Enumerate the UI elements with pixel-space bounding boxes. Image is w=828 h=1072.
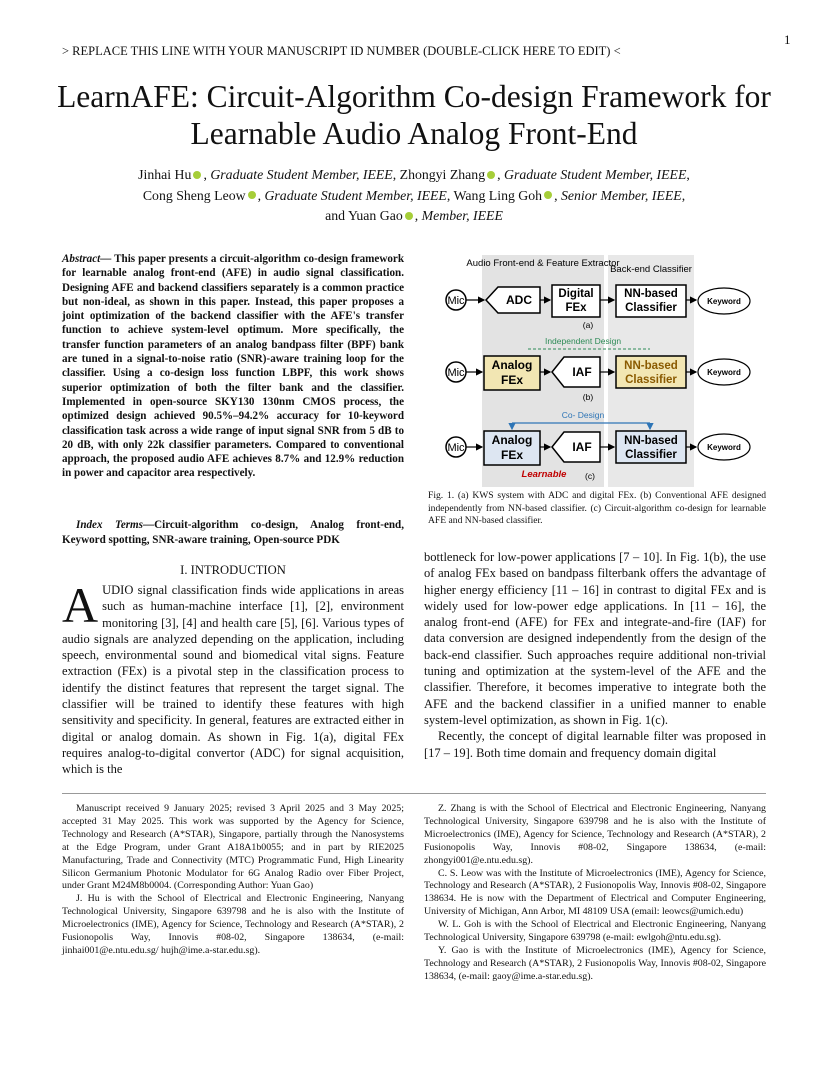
nn-classifier-label: NN-based xyxy=(624,435,678,447)
mic-label: Mic xyxy=(447,367,465,379)
footnote: C. S. Leow was with the Institute of Microelectronics (IME), Agency for Science, Technology and Research (A*STAR), 2 Fusionopolis Way, Innovis #08-02, Singapore 138634. He is now with the Department of Electrical and Computer Engineering, University of Michigan, Ann Arbor, MI 48109 USA (email: leowcs@umich.edu) xyxy=(424,867,766,918)
figure-1-diagram xyxy=(440,255,770,487)
body-paragraph: Recently, the concept of digital learnable filter was proposed in [17 – 19]. Both time domain and frequency domain digital xyxy=(424,729,766,760)
nn-classifier-label: Classifier xyxy=(625,374,677,386)
index-terms-label: Index Terms xyxy=(76,519,144,531)
intro-paragraph xyxy=(62,577,404,778)
index-terms xyxy=(62,518,404,547)
author-name: Yuan Gao xyxy=(347,208,403,223)
author-name: Wang Ling Goh xyxy=(453,187,543,203)
author-list: Jinhai Hu , Graduate Student Member, IEEE, Zhongyi Zhang , Graduate Student Member, IEEE, Cong Sheng Leow , Graduate Student Member, IEEE, Wang Ling Goh , Senior Member, IEEE, and Yuan Gao , Member, IEEE xyxy=(138,167,690,223)
footnotes-left xyxy=(62,803,404,958)
nn-classifier-label: Classifier xyxy=(625,449,677,461)
independent-design-label: Independent Design xyxy=(544,336,622,346)
right-column-body xyxy=(424,549,766,761)
orcid-icon[interactable] xyxy=(248,191,256,199)
co-design-label: Co- Design xyxy=(561,410,605,420)
section-heading: I. INTRODUCTION xyxy=(180,563,286,577)
page-number: 1 xyxy=(784,32,791,47)
author-role: Member, IEEE xyxy=(421,208,503,223)
abstract-label: Abstract— xyxy=(62,253,112,265)
intro-text: UDIO signal classification finds wide applications in areas such as human-machine interface [1], [2], environment monitoring [3], [4] and health care [5], [6]. Various types of audio signals are analyzed depending on the application, including speech, environmental sound and biomedical vital signs. Feature extraction (FEx) is a pivotal step in the classification process to identify the distinct features that represent the target signal. The classifier will be trained to identify these features with high sensitivity and specificity. In general, features are extracted either in digital or analog domain. As shown in Fig. 1(a), digital FEx requires analog-to-digital convertor (ADC) for signal acquisition, which is the xyxy=(62,583,404,777)
author-name: Jinhai Hu xyxy=(138,167,192,182)
footnote: Manuscript received 9 January 2025; revised 3 April 2025 and 3 May 2025; accepted 31 May 2025. This work was supported by the Agency for Science, Technology and Research (A*STAR), Singapore, partially through the Nanosystems at the Edge Program, under Grant A18A1b0055; and in part by RIE2025 Manufacturing, Trade and Connectivity (MTC) Programmatic Fund, High Linearity Silicon Germanium Photonic Modulator for 6G Analog Radio over Fiber Project, under Grant M24M8b0004. (Corresponding Author: Yuan Gao) xyxy=(62,803,404,892)
drop-cap: A xyxy=(62,577,99,633)
adc-label: ADC xyxy=(506,293,532,307)
digital-fex-label: Digital xyxy=(558,288,594,300)
manuscript-header-line: > REPLACE THIS LINE WITH YOUR MANUSCRIPT ID NUMBER (DOUBLE-CLICK HERE TO EDIT) < xyxy=(62,44,621,58)
keyword-label: Keyword xyxy=(707,297,741,306)
learnable-label: Learnable xyxy=(521,469,567,480)
index-terms-text: —Circuit-algorithm co-design, Analog front-end, Keyword spotting, SNR-aware training, Open-source PDK xyxy=(62,519,404,546)
afe-region-label: Audio Front-end & Feature Extractor xyxy=(466,258,620,269)
orcid-icon[interactable] xyxy=(544,191,552,199)
footnotes-right xyxy=(424,803,766,984)
footnote: Y. Gao is with the Institute of Microelectronics (IME), Agency for Science, Technology and Research (A*STAR), 2 Fusionopolis Way, Innovis #08-02, Singapore 138634, (e-mail: gaoy@ime.a-star.edu.sg). xyxy=(424,944,766,982)
subfigure-b-label: (b) xyxy=(582,392,594,402)
keyword-label: Keyword xyxy=(707,368,741,377)
footnote: J. Hu is with the School of Electrical and Electronic Engineering, Nanyang Technological University, Singapore 639798 and he is also with the Institute of Microelectronics (IME), Agency for Science, Technology and Research (A*STAR), 2 Fusionopolis Way, Innovis #08-02, Singapore 138634, (e-mail: jinhai001@e.ntu.edu.sg/ hujh@ime.a-star.edu.sg). xyxy=(62,893,404,956)
footnote-divider xyxy=(62,793,766,794)
analog-fex-label: FEx xyxy=(500,373,524,387)
orcid-icon[interactable] xyxy=(193,171,201,179)
nn-classifier-label: NN-based xyxy=(624,360,678,372)
author-role: Senior Member, IEEE xyxy=(560,187,682,203)
orcid-icon[interactable] xyxy=(405,212,413,220)
analog-fex-label: FEx xyxy=(500,448,524,462)
digital-fex-label: FEx xyxy=(565,302,587,314)
subfigure-c-label: (c) xyxy=(585,471,595,481)
nn-classifier-label: NN-based xyxy=(624,288,678,300)
nn-classifier-label: Classifier xyxy=(625,302,677,314)
abstract xyxy=(62,252,404,481)
iaf-label: IAF xyxy=(572,365,592,379)
iaf-label: IAF xyxy=(572,440,592,454)
footnote: W. L. Goh is with the School of Electrical and Electronic Engineering, Nanyang Technological University, Singapore 639798 (e-mail: ewlgoh@ntu.edu.sg). xyxy=(424,919,766,944)
author-name: Cong Sheng Leow xyxy=(142,187,246,203)
paper-title: LearnAFE: Circuit-Algorithm Co-design Framework for Learnable Audio Analog Front-End xyxy=(57,79,771,151)
footnote: Z. Zhang is with the School of Electrical and Electronic Engineering, Nanyang Technological University, Singapore 639798 and he is also with the Institute of Microelectronics (IME), Agency for Science, Technology and Research (A*STAR), 2 Fusionopolis Way, Innovis #08-02, Singapore 138634, (e-mail: zhongyi001@e.ntu.edu.sg). xyxy=(424,803,766,866)
body-paragraph: bottleneck for low-power applications [7 – 10]. In Fig. 1(b), the use of analog FEx based on bandpass filterbank offers the advantage of higher energy efficiency [11 – 16] in contrast to digital FEx and is widely used for low-power edge applications. In [11 – 16], the analog front-end (AFE) for FEx and integrate-and-fire (IAF) for data conversion are designed independently from the design of the back-end classifier. Such approaches require additional non-trivial tuning and optimization at the system-level of the AFE and the classifier. Therefore, it becomes imperative to integrate both the AFE and the backend classifier in a unified manner to enable system-level optimization, as shown in Fig. 1(c). xyxy=(424,550,766,727)
author-role: Graduate Student Member, IEEE xyxy=(264,187,447,203)
author-name: Zhongyi Zhang xyxy=(399,167,486,182)
analog-fex-label: Analog xyxy=(491,358,533,372)
orcid-icon[interactable] xyxy=(487,171,495,179)
mic-label: Mic xyxy=(447,442,465,454)
author-role: Graduate Student Member, IEEE xyxy=(504,167,687,182)
figure-caption: Fig. 1. (a) KWS system with ADC and digital FEx. (b) Conventional AFE designed independently from NN-based classifier. (c) Circuit-algorithm co-design for learnable AFE and NN-based classifier. xyxy=(428,490,766,526)
abstract-text: This paper presents a circuit-algorithm co-design framework for learnable analog front-end (AFE) in audio signal classification. Designing AFE and backend classifiers separately is a common practice but non-ideal, as shown in this paper. Instead, this paper proposes a joint optimization of the backend classifier with the AFE's transfer function to achieve system-level optimum. More specifically, the transfer function parameters of an analog bandpass filter (BPF) bank are tuned in a signal-to-noise ratio (SNR)-aware training loop for the classifier. Using a co-design loss function LBPF, this work shows superior optimization of both the filter bank and the classifier. Implemented in open-source SKY130 130nm CMOS process, the optimized design achieved 90.5%–94.2% accuracy for 10-keyword classification task across a wide range of input signal SNR from 5 dB to 20 dB, with only 22k classifier parameters. Compared to conventional approach, the proposed audio AFE achieves 8.7% and 12.9% reduction in power and capacitor area respectively. xyxy=(62,253,404,480)
author-role: Graduate Student Member, IEEE xyxy=(210,167,393,182)
subfigure-a-label: (a) xyxy=(582,320,594,330)
backend-region-label: Back-end Classifier xyxy=(610,264,692,275)
mic-label: Mic xyxy=(447,295,465,307)
analog-fex-label: Analog xyxy=(491,433,533,447)
keyword-label: Keyword xyxy=(707,443,741,452)
